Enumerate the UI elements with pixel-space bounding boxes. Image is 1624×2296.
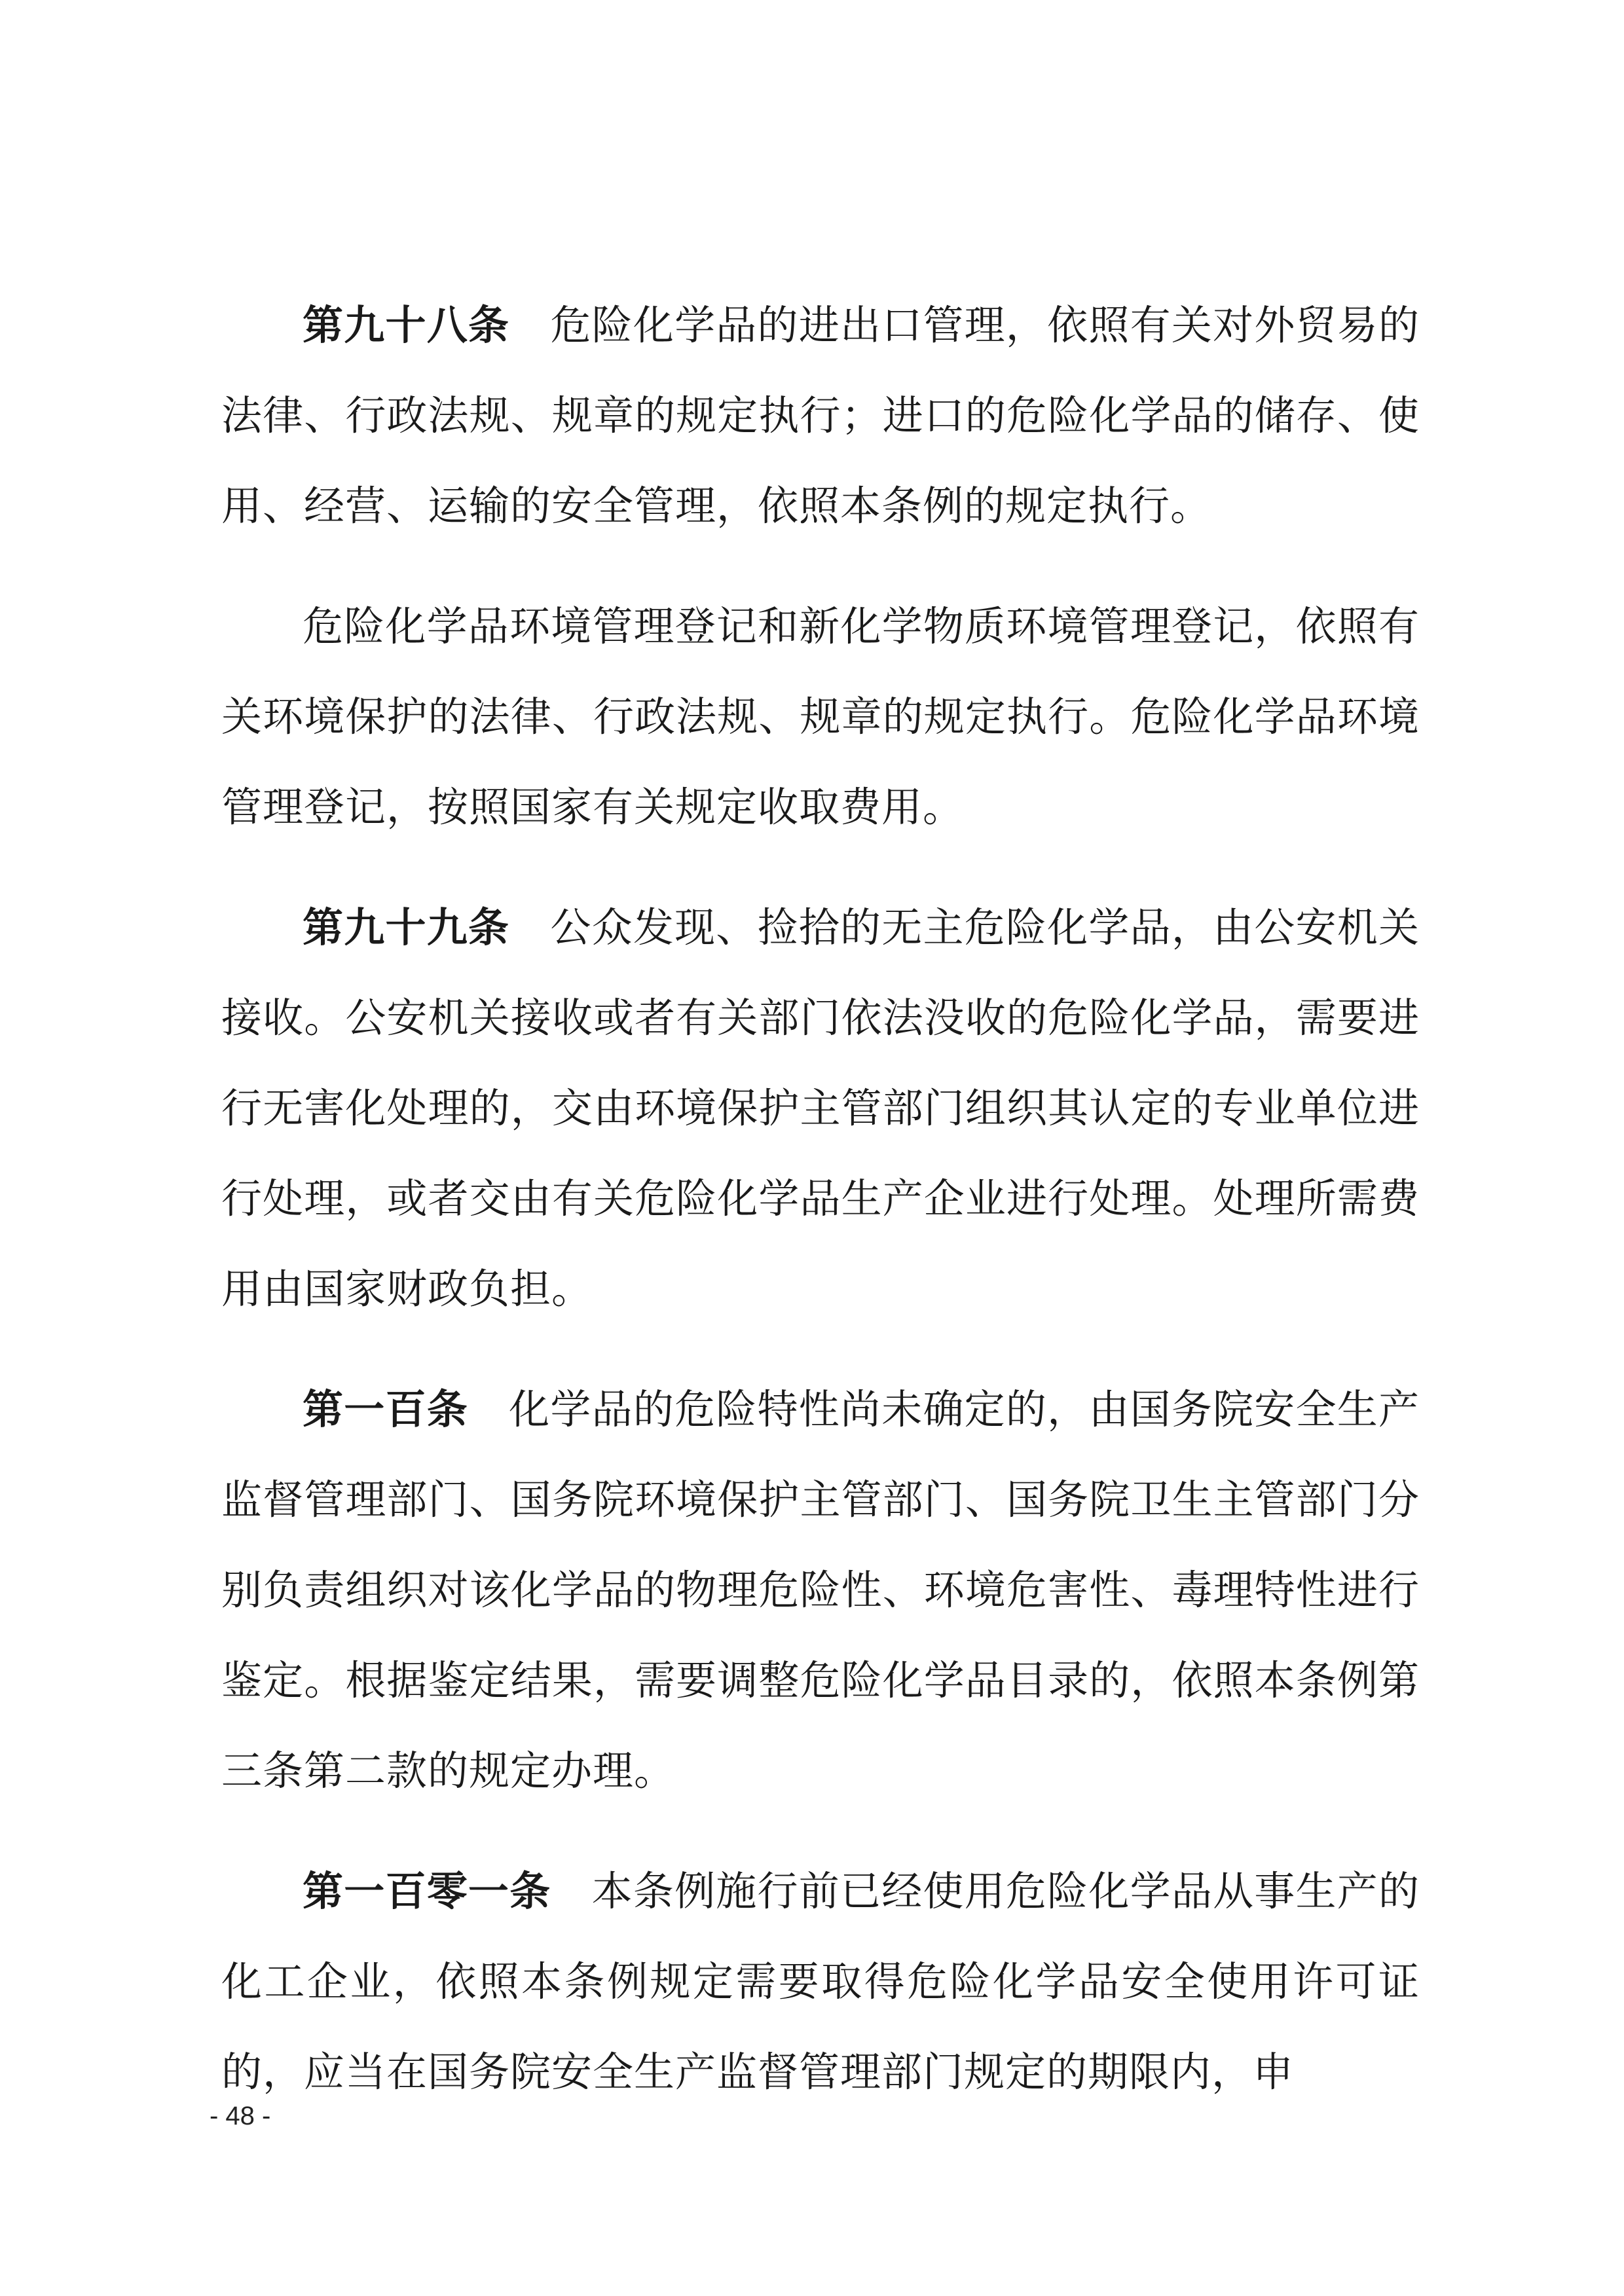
article-heading: 第一百零一条 [303, 1867, 551, 1915]
article-101 [221, 1846, 1420, 2117]
article-heading: 第九十九条 [303, 903, 510, 951]
article-text: 化学品的危险特性尚未确定的，由国务院安全生产监督管理部门、国务院环境保护主管部门、国务院卫生主管部门分别负责组织对该化学品的物理危险性、环境危害性、毒理特性进行鉴定。根据鉴定结果，需要调整危险化学品目录的，依照本条例第三条第二款的规定办理。 [221, 1385, 1420, 1795]
page-number: - 48 - [210, 2102, 271, 2130]
article-heading: 第一百条 [303, 1385, 468, 1433]
article-text: 危险化学品的进出口管理，依照有关对外贸易的法律、行政法规、规章的规定执行；进口的危险化学品的储存、使用、经营、运输的安全管理，依照本条例的规定执行。 [221, 301, 1420, 530]
article-text: 本条例施行前已经使用危险化学品从事生产的化工企业，依照本条例规定需要取得危险化学品安全使用许可证的，应当在国务院安全生产监督管理部门规定的期限内，申 [221, 1867, 1420, 2096]
document-body [221, 280, 1420, 2147]
article-heading: 第九十八条 [303, 301, 510, 349]
article-text: 危险化学品环境管理登记和新化学物质环境管理登记，依照有关环境保护的法律、行政法规、规章的规定执行。危险化学品环境管理登记，按照国家有关规定收取费用。 [221, 602, 1420, 831]
article-98-para-2 [221, 581, 1420, 852]
article-text: 公众发现、捡拾的无主危险化学品，由公安机关接收。公安机关接收或者有关部门依法没收的危险化学品，需要进行无害化处理的，交由环境保护主管部门组织其认定的专业单位进行处理，或者交由有关危险化学品生产企业进行处理。处理所需费用由国家财政负担。 [221, 903, 1420, 1313]
article-98-para-1 [221, 280, 1420, 551]
article-99 [221, 883, 1420, 1334]
article-100 [221, 1364, 1420, 1816]
